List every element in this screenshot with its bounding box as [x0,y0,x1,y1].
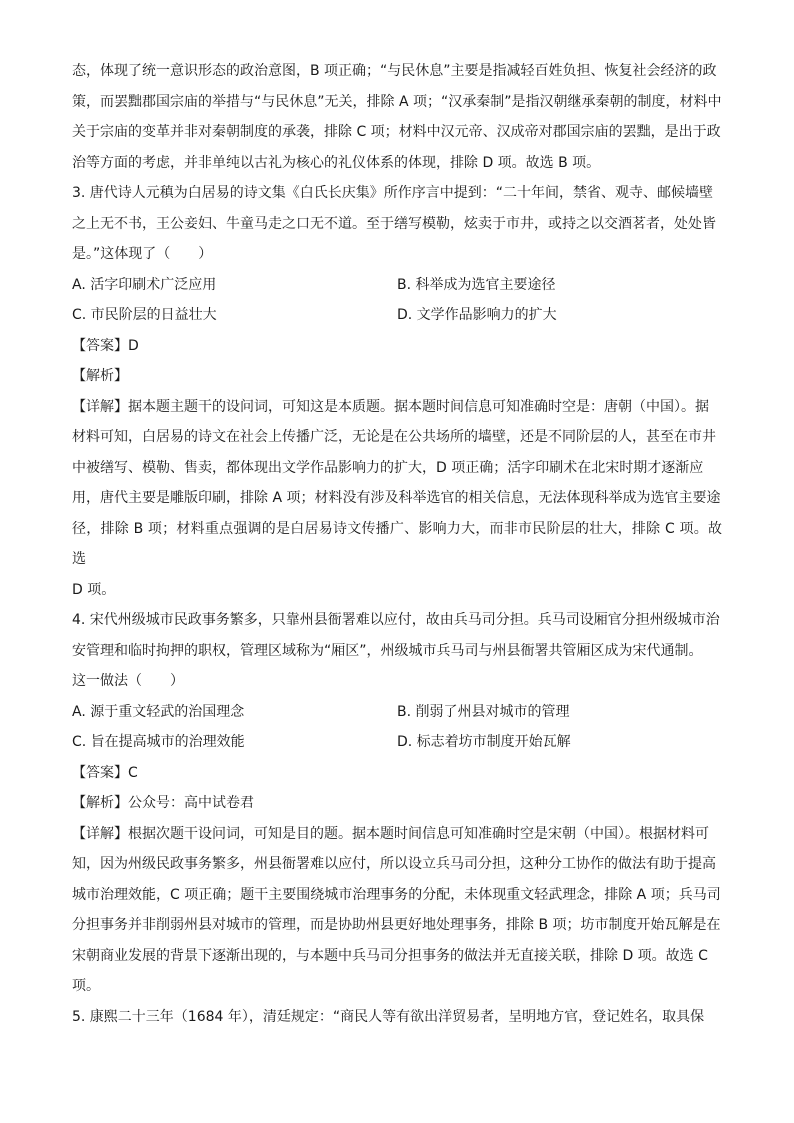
question-stem-line: 4. 宋代州级城市民政事务繁多，只靠州县衙署难以应付，故由兵马司分担。兵马司设厢官分担州级城市治 [72,612,720,628]
detail-line: 项。 [72,978,100,994]
text-line: 关于宗庙的变革并非对秦朝制度的承袭，排除 C 项；材料中汉元帝、汉成帝对郡国宗庙的罢黜，是出于政 [72,124,721,140]
text-line: 态，体现了统一意识形态的政治意图，B 项正确；“与民休息”主要是指减轻百姓负担、恢复社会经济的政 [72,63,717,79]
answer-label: 【答案】 [72,337,128,354]
detail-line: 材料可知，白居易的诗文在社会上传播广泛，无论是在公共场所的墙壁，还是不同阶层的人，甚至在市井 [72,429,716,445]
detail-line: 城市治理效能，C 项正确；题干主要围绕城市治理事务的分配，未体现重文轻武理念，排除 A 项；兵马司 [72,886,721,903]
detail-line: 宋朝商业发展的背景下逐渐出现的，与本题中兵马司分担事务的做法并无直接关联，排除 D 项。故选 C [72,947,708,964]
detail-line: 用，唐代主要是雕版印刷，排除 A 项；材料没有涉及科举选官的相关信息，无法体现科举成为选官主要途 [72,490,721,506]
question-stem-line: 5. 康熙二十三年（1684 年），清廷规定：“商民人等有欲出洋贸易者，呈明地方官，登记姓名，取具保 [72,1008,705,1025]
question-stem-line: 是。”这体现了（ ） [72,246,213,262]
text-line: 策，而罢黜郡国宗庙的举措与“与民休息”无关，排除 A 项；“汉承秦制”是指汉朝继承秦朝的制度，材料中 [72,93,722,110]
option-b: B. 削弱了州县对城市的管理 [397,703,570,720]
detail-line: 【详解】根据次题干设问词，可知是目的题。据本题时间信息可知准确时空是宋朝（中国）。根据材料可 [72,825,709,842]
detail-line: 中被缮写、模勒、售卖，都体现出文学作品影响力的扩大，D 项正确；活字印刷术在北宋时期才逐渐应 [72,459,704,476]
text-line: 治等方面的考虑，并非单纯以古礼为核心的礼仪体系的体现，排除 D 项。故选 B 项。 [72,154,601,171]
question-5 [72,1002,722,1033]
analysis-label: 【解析】 [72,368,128,384]
question-stem-line: 3. 唐代诗人元稹为白居易的诗文集《白氏长庆集》所作序言中提到：“二十年间，禁省、观寺、邮候墙壁 [72,185,714,201]
question-3 [72,178,722,605]
option-b: B. 科举成为选官主要途径 [397,276,556,293]
detail-block [72,819,722,1002]
detail-label: 【详解】 [72,825,128,842]
option-c: C. 市民阶层的日益壮大 [72,307,217,323]
detail-label: 【详解】 [72,398,128,415]
answer-line [72,331,722,362]
options-grid [72,270,722,331]
answer-label: 【答案】 [72,764,128,781]
analysis-line [72,361,722,392]
option-c: C. 旨在提高城市的治理效能 [72,734,245,750]
answer-value: D [128,337,139,354]
question-stem-line: 之上无不书，王公妾妇、牛童马走之口无不道。至于缮写模勒，炫卖于市井，或持之以交酒茗者，处处皆 [72,215,716,232]
options-grid [72,697,722,758]
detail-block [72,392,722,606]
option-d: D. 标志着坊市制度开始瓦解 [397,734,571,750]
detail-line: 【详解】据本题主题干的设问词，可知这是本质题。据本题时间信息可知准确时空是：唐朝（中国）。据 [72,398,709,415]
option-a: A. 活字印刷术广泛应用 [72,276,217,293]
analysis-note: 公众号：高中试卷君 [128,795,254,811]
question-stem-line: 这一做法（ ） [72,673,184,689]
detail-line: 知，因为州级民政事务繁多，州县衙署难以应付，所以设立兵马司分担，这种分工协作的做法有助于提高 [72,856,716,872]
document-page [72,56,722,1032]
q2-explanation-tail [72,56,722,178]
question-4 [72,605,722,1002]
detail-line: 径，排除 B 项；材料重点强调的是白居易诗文传播广、影响力大，而非市民阶层的壮大，排除 C 项。故选 [72,520,722,567]
answer-line [72,758,722,789]
analysis-line [72,788,722,819]
option-d: D. 文学作品影响力的扩大 [397,307,557,323]
answer-value: C [128,764,138,781]
detail-line: D 项。 [72,581,116,598]
analysis-label: 【解析】 [72,795,128,811]
detail-line: 分担事务并非削弱州县对城市的管理，而是协助州县更好地处理事务，排除 B 项；坊市制度开始瓦解是在 [72,917,721,933]
question-stem-line: 安管理和临时拘押的职权，管理区域称为“厢区”，州级城市兵马司与州县衙署共管厢区成为宋代通制。 [72,642,703,659]
option-a: A. 源于重文轻武的治国理念 [72,703,245,720]
